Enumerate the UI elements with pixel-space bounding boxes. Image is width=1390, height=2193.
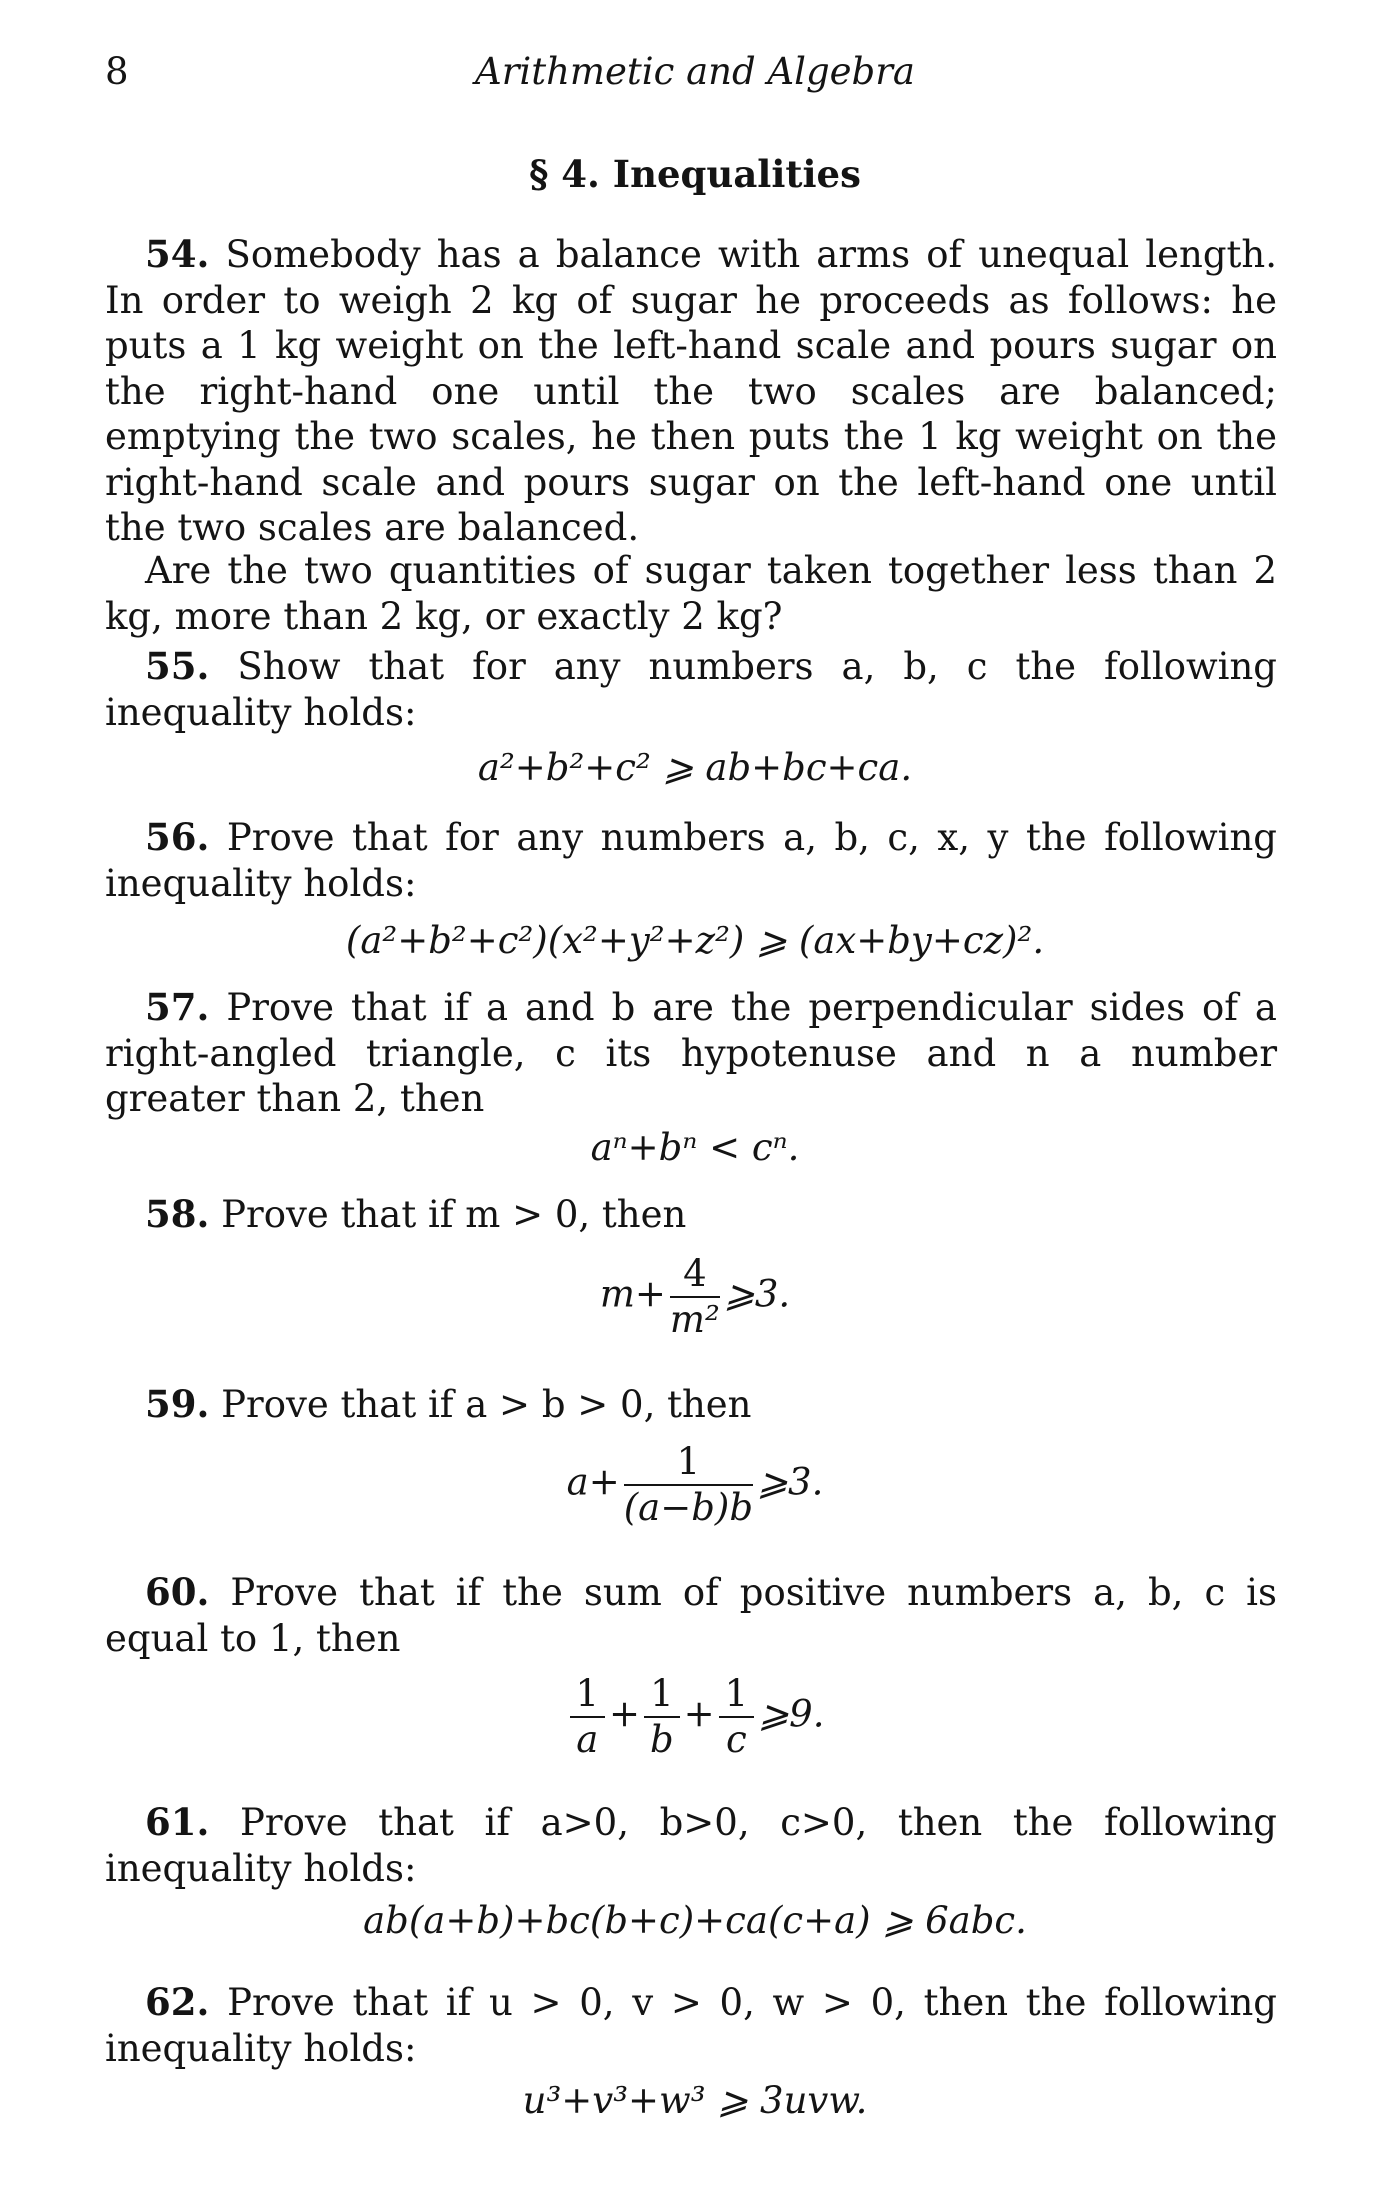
problem-number: 57. [145,985,210,1029]
problem-text: Somebody has a balance with arms of unequal length. In order to weigh 2 kg of sugar he proceeds as follows: he puts a 1 kg weight on the left-hand scale and pours sugar on the right-hand one until the two scales are balanced; emptying the two scales, he then puts the 1 kg weight on the right-hand scale and pours sugar on the left-hand one until the two scales are balanced. [105,233,1278,549]
problem-54-question [105,548,1277,639]
running-title: Arithmetic and Algebra [474,50,915,93]
problem-number: 58. [145,1192,210,1236]
problem-59 [105,1382,1277,1428]
fraction: $\frac{1}{(a-b)b}$ [623,1440,754,1529]
problem-61 [105,1800,1277,1891]
problem-number: 61. [145,1800,210,1844]
problem-number: 54. [145,232,210,276]
formula-55: a²+b²+c² ⩾ ab+bc+ca. [477,746,913,789]
problem-54 [105,232,1277,551]
problem-number: 62. [145,1980,210,2024]
problem-text: Prove that if u > 0, v > 0, w > 0, then the following inequality holds: [105,1981,1277,2070]
problem-text: Prove that for any numbers a, b, c, x, y the following inequality holds: [105,816,1277,905]
problem-number: 60. [145,1570,210,1614]
problem-question: Are the two quantities of sugar taken together less than 2 kg, more than 2 kg, or exactly 2 kg? [105,549,1277,638]
fraction: $\frac{1}{c}$ [719,1672,755,1762]
problem-text: Prove that if a and b are the perpendicular sides of a right-angled triangle, c its hypotenuse and n a number greater than 2, then [105,986,1277,1120]
problem-55 [105,644,1277,735]
fraction: $\frac{1}{b}$ [644,1672,680,1762]
formula-62: u³+v³+w³ ⩾ 3uvw. [522,2079,868,2122]
page-number: 8 [105,50,129,93]
formula-61: ab(a+b)+bc(b+c)+ca(c+a) ⩾ 6abc. [363,1899,1027,1942]
problem-text: Prove that if a > b > 0, then [221,1383,752,1426]
problem-56 [105,815,1277,906]
problem-text: Prove that if a>0, b>0, c>0, then the following inequality holds: [105,1801,1277,1890]
formula-60: $\frac{1}{a}$ + $\frac{1}{b}$ + $\frac{1}{c}$ ⩾9. [0,1672,1390,1762]
formula-57: aⁿ+bⁿ < cⁿ. [590,1126,800,1169]
fraction: $\frac{1}{a}$ [570,1672,606,1762]
formula-58: m+ $\frac{4}{\text{m²}}$ ⩾3. [599,1252,791,1341]
problem-text: Prove that if m > 0, then [221,1193,687,1236]
problem-text: Show that for any numbers a, b, c the following inequality holds: [105,645,1277,734]
problem-58 [105,1192,1277,1238]
problem-60 [105,1570,1277,1661]
problem-number: 56. [145,815,210,859]
problem-text: Prove that if the sum of positive numbers a, b, c is equal to 1, then [105,1571,1278,1660]
problem-number: 55. [145,644,210,688]
fraction: $\frac{4}{\text{m²}}$ [669,1252,720,1341]
formula-59: a+ $\frac{1}{(a-b)b}$ ⩾3. [566,1440,824,1529]
problem-number: 59. [145,1382,210,1426]
formula-56: (a²+b²+c²)(x²+y²+z²) ⩾ (ax+by+cz)². [345,919,1045,962]
problem-62 [105,1980,1277,2071]
section-title: § 4. Inequalities [529,152,861,196]
problem-57 [105,985,1277,1122]
